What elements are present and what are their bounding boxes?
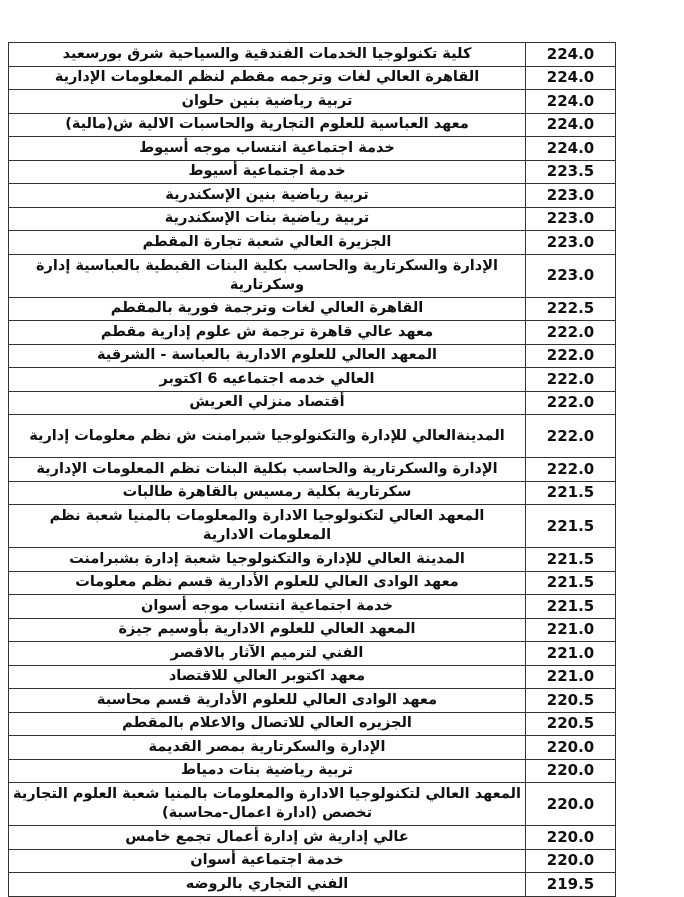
institute-name-cell: عالي إدارية ش إدارة أعمال تجمع خامس [9, 826, 526, 850]
table-row [9, 344, 616, 368]
score-cell: 219.5 [526, 873, 616, 897]
institute-name-cell: خدمة اجتماعية أسيوط [9, 160, 526, 184]
table-row [9, 595, 616, 619]
score-cell: 221.5 [526, 548, 616, 572]
table-row [9, 66, 616, 90]
table-row [9, 297, 616, 321]
score-cell: 222.0 [526, 458, 616, 482]
scores-table [8, 42, 616, 897]
table-row [9, 642, 616, 666]
score-cell: 221.5 [526, 505, 616, 548]
table-row [9, 321, 616, 345]
score-cell: 221.0 [526, 618, 616, 642]
institute-name-cell: معهد الوادى العالي للعلوم الأدارية قسم نظم معلومات [9, 571, 526, 595]
score-cell: 220.0 [526, 826, 616, 850]
score-cell: 224.0 [526, 90, 616, 114]
table-row [9, 873, 616, 897]
score-cell: 222.0 [526, 391, 616, 415]
institute-name-cell: القاهرة العالي لغات وترجمه مقطم لنظم المعلومات الإدارية [9, 66, 526, 90]
institute-name-cell: القاهرة العالي لغات وترجمة فورية بالمقطم [9, 297, 526, 321]
institute-name-cell: الفني لترميم الآثار بالاقصر [9, 642, 526, 666]
table-row [9, 160, 616, 184]
table-row [9, 736, 616, 760]
table-body [9, 43, 616, 897]
institute-name-cell: خدمة اجتماعية أسوان [9, 849, 526, 873]
institute-name-cell: الإدارة والسكرتارية والحاسب بكلية البنات القبطية بالعباسية إدارة وسكرتارية [9, 254, 526, 297]
institute-name-cell: تربية رياضية بنات دمياط [9, 759, 526, 783]
score-cell: 224.0 [526, 137, 616, 161]
institute-name-cell: معهد عالي قاهرة ترجمة ش علوم إدارية مقطم [9, 321, 526, 345]
table-row [9, 137, 616, 161]
institute-name-cell: كلية تكنولوجيا الخدمات الفندقية والسياحية شرق بورسعيد [9, 43, 526, 67]
table-row [9, 415, 616, 458]
table-row [9, 712, 616, 736]
institute-name-cell: العالي خدمه اجتماعيه 6 اكتوبر [9, 368, 526, 392]
score-cell: 224.0 [526, 113, 616, 137]
table-row [9, 826, 616, 850]
institute-name-cell: معهد الوادى العالي للعلوم الأدارية قسم محاسبة [9, 689, 526, 713]
score-cell: 223.0 [526, 254, 616, 297]
institute-name-cell: المعهد العالي لتكنولوجيا الادارة والمعلومات بالمنيا شعبة العلوم التجارية تخصص (ادارة اعمال-محاسبة) [9, 783, 526, 826]
score-cell: 220.0 [526, 736, 616, 760]
table-row [9, 231, 616, 255]
institute-name-cell: سكرتارية بكلية رمسيس بالقاهرة طالبات [9, 481, 526, 505]
table-row [9, 43, 616, 67]
table-row [9, 618, 616, 642]
institute-name-cell: معهد اكتوبر العالي للاقتصاد [9, 665, 526, 689]
table-row [9, 783, 616, 826]
score-cell: 222.0 [526, 368, 616, 392]
score-cell: 224.0 [526, 43, 616, 67]
table-row [9, 391, 616, 415]
score-cell: 220.5 [526, 712, 616, 736]
institute-name-cell: المعهد العالي للعلوم الادارية بأوسيم جيزة [9, 618, 526, 642]
table-row [9, 505, 616, 548]
institute-name-cell: الفني التجاري بالروضه [9, 873, 526, 897]
institute-name-cell: المدينةالعالي للإدارة والتكنولوجيا شبرامنت ش نظم معلومات إدارية [9, 415, 526, 458]
score-cell: 220.0 [526, 849, 616, 873]
institute-name-cell: تربية رياضية بنات الإسكندرية [9, 207, 526, 231]
table-row [9, 458, 616, 482]
institute-name-cell: الإدارة والسكرتارية والحاسب بكلية البنات نظم المعلومات الإدارية [9, 458, 526, 482]
score-cell: 222.0 [526, 415, 616, 458]
institute-name-cell: الإدارة والسكرتارية بمصر القديمة [9, 736, 526, 760]
table-row [9, 481, 616, 505]
institute-name-cell: الجزيرة العالي شعبة تجارة المقطم [9, 231, 526, 255]
institute-name-cell: أقتصاد منزلي العريش [9, 391, 526, 415]
institute-name-cell: المعهد العالي للعلوم الادارية بالعباسة - الشرقية [9, 344, 526, 368]
score-cell: 221.5 [526, 571, 616, 595]
score-cell: 221.0 [526, 642, 616, 666]
institute-name-cell: خدمة اجتماعية انتساب موجه أسوان [9, 595, 526, 619]
table-row [9, 548, 616, 572]
table-row [9, 207, 616, 231]
table-row [9, 113, 616, 137]
score-cell: 223.0 [526, 207, 616, 231]
score-cell: 223.0 [526, 231, 616, 255]
score-cell: 223.5 [526, 160, 616, 184]
institute-name-cell: تربية رياضية بنين حلوان [9, 90, 526, 114]
table-row [9, 368, 616, 392]
table-row [9, 90, 616, 114]
table-row [9, 254, 616, 297]
score-cell: 222.5 [526, 297, 616, 321]
institute-name-cell: معهد العباسية للعلوم التجارية والحاسبات الالية ش(مالية) [9, 113, 526, 137]
table-row [9, 759, 616, 783]
score-cell: 221.5 [526, 595, 616, 619]
score-cell: 221.0 [526, 665, 616, 689]
institute-name-cell: تربية رياضية بنين الإسكندرية [9, 184, 526, 208]
score-cell: 223.0 [526, 184, 616, 208]
table-row [9, 849, 616, 873]
institute-name-cell: خدمة اجتماعية انتساب موجه أسيوط [9, 137, 526, 161]
score-cell: 222.0 [526, 344, 616, 368]
score-cell: 220.0 [526, 783, 616, 826]
table-row [9, 665, 616, 689]
institute-name-cell: الجزيره العالي للاتصال والاعلام بالمقطم [9, 712, 526, 736]
institute-name-cell: المعهد العالي لتكنولوجيا الادارة والمعلومات بالمنيا شعبة نظم المعلومات الادارية [9, 505, 526, 548]
score-cell: 220.0 [526, 759, 616, 783]
score-cell: 224.0 [526, 66, 616, 90]
institute-name-cell: المدينة العالي للإدارة والتكنولوجيا شعبة إدارة بشبرامنت [9, 548, 526, 572]
score-cell: 222.0 [526, 321, 616, 345]
table-row [9, 571, 616, 595]
table-row [9, 184, 616, 208]
table-row [9, 689, 616, 713]
score-cell: 220.5 [526, 689, 616, 713]
score-cell: 221.5 [526, 481, 616, 505]
